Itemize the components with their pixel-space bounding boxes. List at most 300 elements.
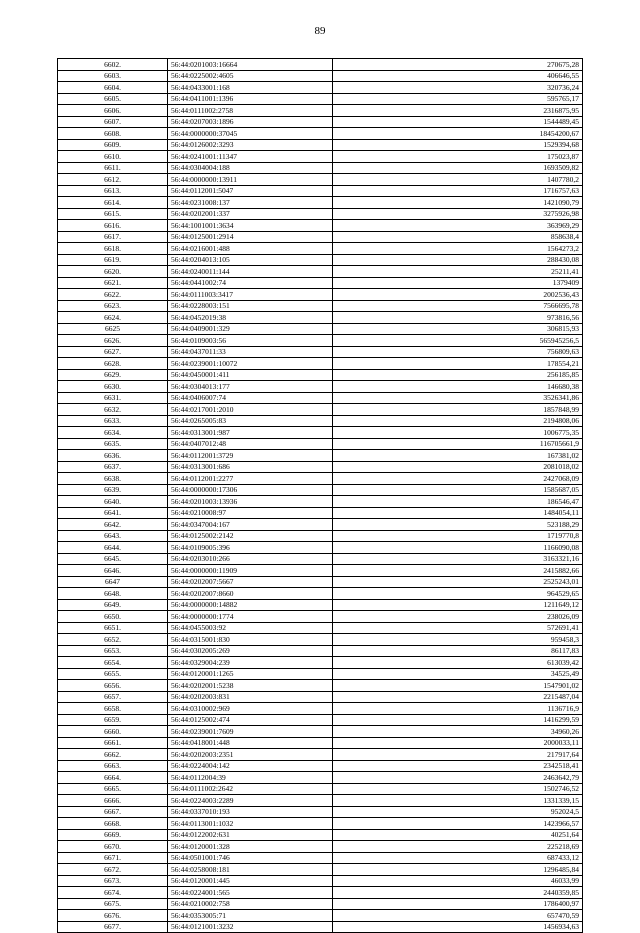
cadastral-value-cell: 687433,12 (333, 852, 583, 864)
cadastral-number-cell: 56:44:0112001:5047 (168, 185, 333, 197)
table-row (58, 82, 583, 94)
cadastral-value-cell: 1564273,2 (333, 243, 583, 255)
table-row (58, 70, 583, 82)
cadastral-number-cell: 56:44:0112001:3729 (168, 450, 333, 462)
row-number-cell: 6602. (58, 59, 168, 71)
cadastral-number-cell: 56:44:0228003:151 (168, 300, 333, 312)
row-number-cell: 6606. (58, 105, 168, 117)
cadastral-number-cell: 56:44:0000000:37045 (168, 128, 333, 140)
cadastral-number-cell: 56:44:0203010:266 (168, 553, 333, 565)
cadastral-value-cell: 964529,65 (333, 588, 583, 600)
cadastral-number-cell: 56:44:0125001:2914 (168, 231, 333, 243)
table-row (58, 162, 583, 174)
row-number-cell: 6644. (58, 542, 168, 554)
row-number-cell: 6621. (58, 277, 168, 289)
row-number-cell: 6616. (58, 220, 168, 232)
cadastral-number-cell: 56:44:0239001:7609 (168, 726, 333, 738)
cadastral-value-cell: 86117,83 (333, 645, 583, 657)
row-number-cell: 6664. (58, 772, 168, 784)
table-row (58, 358, 583, 370)
row-number-cell: 6666. (58, 795, 168, 807)
row-number-cell: 6676. (58, 910, 168, 922)
row-number-cell: 6656. (58, 680, 168, 692)
cadastral-value-cell: 1693509,82 (333, 162, 583, 174)
table-row (58, 93, 583, 105)
table-row (58, 128, 583, 140)
row-number-cell: 6612. (58, 174, 168, 186)
cadastral-value-cell: 572691,41 (333, 622, 583, 634)
cadastral-number-cell: 56:44:0240011:144 (168, 266, 333, 278)
table-row (58, 392, 583, 404)
row-number-cell: 6634. (58, 427, 168, 439)
table-row (58, 599, 583, 611)
row-number-cell: 6633. (58, 415, 168, 427)
cadastral-value-cell: 1211649,12 (333, 599, 583, 611)
cadastral-number-cell: 56:44:0121001:3232 (168, 921, 333, 933)
row-number-cell: 6611. (58, 162, 168, 174)
row-number-cell: 6660. (58, 726, 168, 738)
row-number-cell: 6645. (58, 553, 168, 565)
cadastral-value-cell: 2215487,04 (333, 691, 583, 703)
cadastral-value-cell: 46033,99 (333, 875, 583, 887)
cadastral-value-cell: 2427068,09 (333, 473, 583, 485)
row-number-cell: 6608. (58, 128, 168, 140)
table-row (58, 484, 583, 496)
cadastral-number-cell: 56:44:0120001:445 (168, 875, 333, 887)
cadastral-number-cell: 56:44:0353005:71 (168, 910, 333, 922)
row-number-cell: 6661. (58, 737, 168, 749)
cadastral-value-cell: 363969,29 (333, 220, 583, 232)
cadastral-value-cell: 288430,08 (333, 254, 583, 266)
cadastral-value-cell: 565945256,5 (333, 335, 583, 347)
row-number-cell: 6670. (58, 841, 168, 853)
cadastral-value-cell: 1456934,63 (333, 921, 583, 933)
cadastral-value-cell: 225218,69 (333, 841, 583, 853)
table-row (58, 450, 583, 462)
table-row (58, 277, 583, 289)
table-row (58, 312, 583, 324)
table-row (58, 59, 583, 71)
table-row (58, 139, 583, 151)
cadastral-value-cell: 2440359,85 (333, 887, 583, 899)
cadastral-number-cell: 56:44:0450001:411 (168, 369, 333, 381)
cadastral-value-cell: 34960,26 (333, 726, 583, 738)
cadastral-value-cell: 2081018,02 (333, 461, 583, 473)
row-number-cell: 6630. (58, 381, 168, 393)
cadastral-value-cell: 18454200,67 (333, 128, 583, 140)
cadastral-value-cell: 256185,85 (333, 369, 583, 381)
table-row (58, 818, 583, 830)
cadastral-number-cell: 56:44:0204013:105 (168, 254, 333, 266)
cadastral-number-cell: 56:44:0202003:831 (168, 691, 333, 703)
cadastral-value-cell: 858638,4 (333, 231, 583, 243)
cadastral-value-cell: 2194808,06 (333, 415, 583, 427)
cadastral-value-cell: 146680,38 (333, 381, 583, 393)
table-row (58, 622, 583, 634)
cadastral-value-cell: 2002536,43 (333, 289, 583, 301)
cadastral-number-cell: 56:44:0224004:142 (168, 760, 333, 772)
cadastral-value-cell: 175023,87 (333, 151, 583, 163)
cadastral-number-cell: 56:44:0000000:13911 (168, 174, 333, 186)
table-row (58, 116, 583, 128)
cadastral-number-cell: 56:44:0202001:5238 (168, 680, 333, 692)
table-row (58, 910, 583, 922)
row-number-cell: 6609. (58, 139, 168, 151)
row-number-cell: 6635. (58, 438, 168, 450)
table-row (58, 887, 583, 899)
cadastral-value-cell: 1407780,2 (333, 174, 583, 186)
cadastral-value-cell: 1136716,9 (333, 703, 583, 715)
cadastral-value-cell: 2000033,11 (333, 737, 583, 749)
row-number-cell: 6638. (58, 473, 168, 485)
table-row (58, 427, 583, 439)
table-row (58, 381, 583, 393)
cadastral-value-cell: 3526341,86 (333, 392, 583, 404)
cadastral-number-cell: 56:44:0210002:758 (168, 898, 333, 910)
table-row (58, 415, 583, 427)
table-row (58, 852, 583, 864)
cadastral-number-cell: 56:44:0111002:2642 (168, 783, 333, 795)
cadastral-value-cell: 1296485,84 (333, 864, 583, 876)
cadastral-number-cell: 56:44:0126002:3293 (168, 139, 333, 151)
row-number-cell: 6618. (58, 243, 168, 255)
row-number-cell: 6649. (58, 599, 168, 611)
cadastral-value-cell: 1786400,97 (333, 898, 583, 910)
cadastral-value-cell: 186546,47 (333, 496, 583, 508)
cadastral-number-cell: 56:44:0258008:181 (168, 864, 333, 876)
cadastral-number-cell: 56:44:0000000:1774 (168, 611, 333, 623)
row-number-cell: 6652. (58, 634, 168, 646)
table-row (58, 714, 583, 726)
cadastral-number-cell: 56:44:0111003:3417 (168, 289, 333, 301)
cadastral-value-cell: 1547901,02 (333, 680, 583, 692)
cadastral-number-cell: 56:44:0224001:565 (168, 887, 333, 899)
table-row (58, 335, 583, 347)
row-number-cell: 6662. (58, 749, 168, 761)
table-row (58, 668, 583, 680)
cadastral-number-cell: 56:44:0207003:1896 (168, 116, 333, 128)
cadastral-number-cell: 56:44:0239001:10072 (168, 358, 333, 370)
cadastral-number-cell: 56:44:0202007:5667 (168, 576, 333, 588)
cadastral-value-cell: 7566695,78 (333, 300, 583, 312)
cadastral-number-cell: 56:44:0216001:488 (168, 243, 333, 255)
cadastral-number-cell: 56:44:0433001:168 (168, 82, 333, 94)
table-row (58, 243, 583, 255)
table-row (58, 496, 583, 508)
cadastral-value-cell: 1416299,59 (333, 714, 583, 726)
cadastral-number-cell: 56:44:0122002:631 (168, 829, 333, 841)
row-number-cell: 6648. (58, 588, 168, 600)
cadastral-number-cell: 56:44:0217001:2010 (168, 404, 333, 416)
cadastral-number-cell: 56:44:0437011:33 (168, 346, 333, 358)
cadastral-number-cell: 56:44:0310002:969 (168, 703, 333, 715)
row-number-cell: 6651. (58, 622, 168, 634)
row-number-cell: 6665. (58, 783, 168, 795)
cadastral-number-cell: 56:44:0109005:396 (168, 542, 333, 554)
row-number-cell: 6636. (58, 450, 168, 462)
cadastral-value-cell: 2525243,01 (333, 576, 583, 588)
table-row (58, 737, 583, 749)
table-row (58, 473, 583, 485)
cadastral-value-cell: 657470,59 (333, 910, 583, 922)
cadastral-number-cell: 56:44:0304004:188 (168, 162, 333, 174)
row-number-cell: 6663. (58, 760, 168, 772)
row-number-cell: 6658. (58, 703, 168, 715)
row-number-cell: 6615. (58, 208, 168, 220)
cadastral-value-cell: 116705661,9 (333, 438, 583, 450)
cadastral-value-cell: 1484054,11 (333, 507, 583, 519)
row-number-cell: 6619. (58, 254, 168, 266)
cadastral-number-cell: 56:44:0315001:830 (168, 634, 333, 646)
cadastral-value-cell: 1716757,63 (333, 185, 583, 197)
cadastral-value-cell: 1719770,8 (333, 530, 583, 542)
table-row (58, 726, 583, 738)
table-row (58, 611, 583, 623)
table-row (58, 795, 583, 807)
row-number-cell: 6614. (58, 197, 168, 209)
cadastral-value-cell: 952024,5 (333, 806, 583, 818)
cadastral-value-cell: 613039,42 (333, 657, 583, 669)
cadastral-number-cell: 56:44:0201003:16664 (168, 59, 333, 71)
table-row (58, 691, 583, 703)
cadastral-value-cell: 523188,29 (333, 519, 583, 531)
row-number-cell: 6639. (58, 484, 168, 496)
row-number-cell: 6632. (58, 404, 168, 416)
cadastral-number-cell: 56:44:0407012:48 (168, 438, 333, 450)
row-number-cell: 6646. (58, 565, 168, 577)
table-row (58, 841, 583, 853)
row-number-cell: 6626. (58, 335, 168, 347)
row-number-cell: 6625 (58, 323, 168, 335)
cadastral-number-cell: 56:44:0000000:11909 (168, 565, 333, 577)
cadastral-value-cell: 1585687,05 (333, 484, 583, 496)
cadastral-value-cell: 1502746,52 (333, 783, 583, 795)
cadastral-number-cell: 56:44:0313001:686 (168, 461, 333, 473)
cadastral-value-cell: 25211,41 (333, 266, 583, 278)
table-row (58, 530, 583, 542)
table-row (58, 507, 583, 519)
row-number-cell: 6675. (58, 898, 168, 910)
table-row (58, 185, 583, 197)
row-number-cell: 6641. (58, 507, 168, 519)
cadastral-value-cell: 2316875,95 (333, 105, 583, 117)
table-row (58, 749, 583, 761)
table-row (58, 197, 583, 209)
table-row (58, 645, 583, 657)
cadastral-number-cell: 56:44:0202007:8660 (168, 588, 333, 600)
cadastral-value-cell: 1423966,57 (333, 818, 583, 830)
table-row (58, 231, 583, 243)
table-row (58, 783, 583, 795)
table-row (58, 703, 583, 715)
cadastral-number-cell: 56:44:0120001:328 (168, 841, 333, 853)
table-row (58, 174, 583, 186)
table-row (58, 760, 583, 772)
row-number-cell: 6603. (58, 70, 168, 82)
cadastral-number-cell: 56:44:0313001:987 (168, 427, 333, 439)
row-number-cell: 6631. (58, 392, 168, 404)
row-number-cell: 6647 (58, 576, 168, 588)
cadastral-number-cell: 56:44:0112004:39 (168, 772, 333, 784)
cadastral-number-cell: 56:44:0120001:1265 (168, 668, 333, 680)
row-number-cell: 6668. (58, 818, 168, 830)
cadastral-value-cell: 178554,21 (333, 358, 583, 370)
cadastral-number-cell: 56:44:0337010:193 (168, 806, 333, 818)
cadastral-value-cell: 1006775,35 (333, 427, 583, 439)
cadastral-value-cell: 1166090,08 (333, 542, 583, 554)
row-number-cell: 6650. (58, 611, 168, 623)
cadastral-value-cell: 406646,55 (333, 70, 583, 82)
row-number-cell: 6673. (58, 875, 168, 887)
table-row (58, 289, 583, 301)
row-number-cell: 6655. (58, 668, 168, 680)
table-row (58, 875, 583, 887)
cadastral-number-cell: 56:44:0452019:38 (168, 312, 333, 324)
table-body (58, 59, 583, 933)
table-row (58, 461, 583, 473)
row-number-cell: 6622. (58, 289, 168, 301)
cadastral-number-cell: 56:44:0329004:239 (168, 657, 333, 669)
table-row (58, 105, 583, 117)
cadastral-value-cell: 1544489,45 (333, 116, 583, 128)
cadastral-value-cell: 3163321,16 (333, 553, 583, 565)
cadastral-number-cell: 56:44:0109003:56 (168, 335, 333, 347)
cadastral-value-cell: 1379409 (333, 277, 583, 289)
cadastral-value-cell: 3275926,98 (333, 208, 583, 220)
cadastral-number-cell: 56:44:0201003:13936 (168, 496, 333, 508)
cadastral-value-cell: 217917,64 (333, 749, 583, 761)
table-row (58, 254, 583, 266)
cadastral-number-cell: 56:44:0210008:97 (168, 507, 333, 519)
row-number-cell: 6642. (58, 519, 168, 531)
row-number-cell: 6605. (58, 93, 168, 105)
cadastral-number-cell: 56:44:0411001:1396 (168, 93, 333, 105)
table-row (58, 369, 583, 381)
cadastral-number-cell: 56:44:0000000:14882 (168, 599, 333, 611)
table-row (58, 806, 583, 818)
row-number-cell: 6657. (58, 691, 168, 703)
row-number-cell: 6654. (58, 657, 168, 669)
cadastral-number-cell: 56:44:0406007:74 (168, 392, 333, 404)
cadastral-value-cell: 320736,24 (333, 82, 583, 94)
row-number-cell: 6677. (58, 921, 168, 933)
cadastral-number-cell: 56:44:0347004:167 (168, 519, 333, 531)
row-number-cell: 6617. (58, 231, 168, 243)
cadastral-number-cell: 56:44:0112001:2277 (168, 473, 333, 485)
cadastral-value-cell: 167381,02 (333, 450, 583, 462)
table-row (58, 772, 583, 784)
cadastral-value-cell: 2415882,66 (333, 565, 583, 577)
cadastral-number-cell: 56:44:0224003:2289 (168, 795, 333, 807)
table-row (58, 829, 583, 841)
cadastral-value-cell: 238026,09 (333, 611, 583, 623)
cadastral-number-cell: 56:44:0302005:269 (168, 645, 333, 657)
table-row (58, 588, 583, 600)
row-number-cell: 6671. (58, 852, 168, 864)
cadastral-number-cell: 56:44:0501001:746 (168, 852, 333, 864)
table-row (58, 921, 583, 933)
row-number-cell: 6627. (58, 346, 168, 358)
cadastral-number-cell: 56:44:0231008:137 (168, 197, 333, 209)
cadastral-number-cell: 56:44:0225002:4605 (168, 70, 333, 82)
table-row (58, 680, 583, 692)
table-row (58, 576, 583, 588)
cadastral-value-cell: 756809,63 (333, 346, 583, 358)
table-row (58, 220, 583, 232)
cadastral-value-cell: 959458,3 (333, 634, 583, 646)
cadastral-number-cell: 56:44:0113001:1032 (168, 818, 333, 830)
cadastral-value-cell: 1529394,68 (333, 139, 583, 151)
cadastral-number-cell: 56:44:0265005:83 (168, 415, 333, 427)
cadastral-value-cell: 34525,49 (333, 668, 583, 680)
table-row (58, 565, 583, 577)
row-number-cell: 6607. (58, 116, 168, 128)
table-row (58, 864, 583, 876)
table-row (58, 438, 583, 450)
table-row (58, 151, 583, 163)
table-row (58, 323, 583, 335)
row-number-cell: 6672. (58, 864, 168, 876)
cadastral-value-cell: 1857848,99 (333, 404, 583, 416)
cadastral-number-cell: 56:44:0202003:2351 (168, 749, 333, 761)
table-row (58, 657, 583, 669)
row-number-cell: 6667. (58, 806, 168, 818)
cadastral-value-cell: 1331339,15 (333, 795, 583, 807)
cadastral-value-cell: 973816,56 (333, 312, 583, 324)
row-number-cell: 6620. (58, 266, 168, 278)
cadastral-number-cell: 56:44:0111002:2758 (168, 105, 333, 117)
cadastral-value-cell: 1421090,79 (333, 197, 583, 209)
table-row (58, 542, 583, 554)
table-row (58, 634, 583, 646)
cadastral-number-cell: 56:44:0418001:448 (168, 737, 333, 749)
row-number-cell: 6653. (58, 645, 168, 657)
table-row (58, 404, 583, 416)
table-row (58, 266, 583, 278)
page-number: 89 (314, 25, 326, 37)
row-number-cell: 6613. (58, 185, 168, 197)
cadastral-value-cell: 306815,93 (333, 323, 583, 335)
row-number-cell: 6628. (58, 358, 168, 370)
cadastral-number-cell: 56:44:0409001:329 (168, 323, 333, 335)
cadastral-number-cell: 56:44:0125002:474 (168, 714, 333, 726)
cadastral-value-cell: 2342518,41 (333, 760, 583, 772)
table-row (58, 553, 583, 565)
table-row (58, 208, 583, 220)
row-number-cell: 6637. (58, 461, 168, 473)
cadastral-value-cell: 40251,64 (333, 829, 583, 841)
cadastral-number-cell: 56:44:0202001:337 (168, 208, 333, 220)
table-row (58, 300, 583, 312)
cadastral-value-cell: 2463642,79 (333, 772, 583, 784)
row-number-cell: 6674. (58, 887, 168, 899)
table-row (58, 519, 583, 531)
cadastral-number-cell: 56:44:0455003:92 (168, 622, 333, 634)
row-number-cell: 6643. (58, 530, 168, 542)
cadastral-value-table (57, 58, 583, 933)
cadastral-number-cell: 56:44:0125002:2142 (168, 530, 333, 542)
row-number-cell: 6623. (58, 300, 168, 312)
cadastral-value-cell: 595765,17 (333, 93, 583, 105)
row-number-cell: 6629. (58, 369, 168, 381)
row-number-cell: 6659. (58, 714, 168, 726)
row-number-cell: 6604. (58, 82, 168, 94)
cadastral-value-cell: 270675,28 (333, 59, 583, 71)
row-number-cell: 6624. (58, 312, 168, 324)
table-row (58, 346, 583, 358)
row-number-cell: 6640. (58, 496, 168, 508)
cadastral-number-cell: 56:44:0304013:177 (168, 381, 333, 393)
